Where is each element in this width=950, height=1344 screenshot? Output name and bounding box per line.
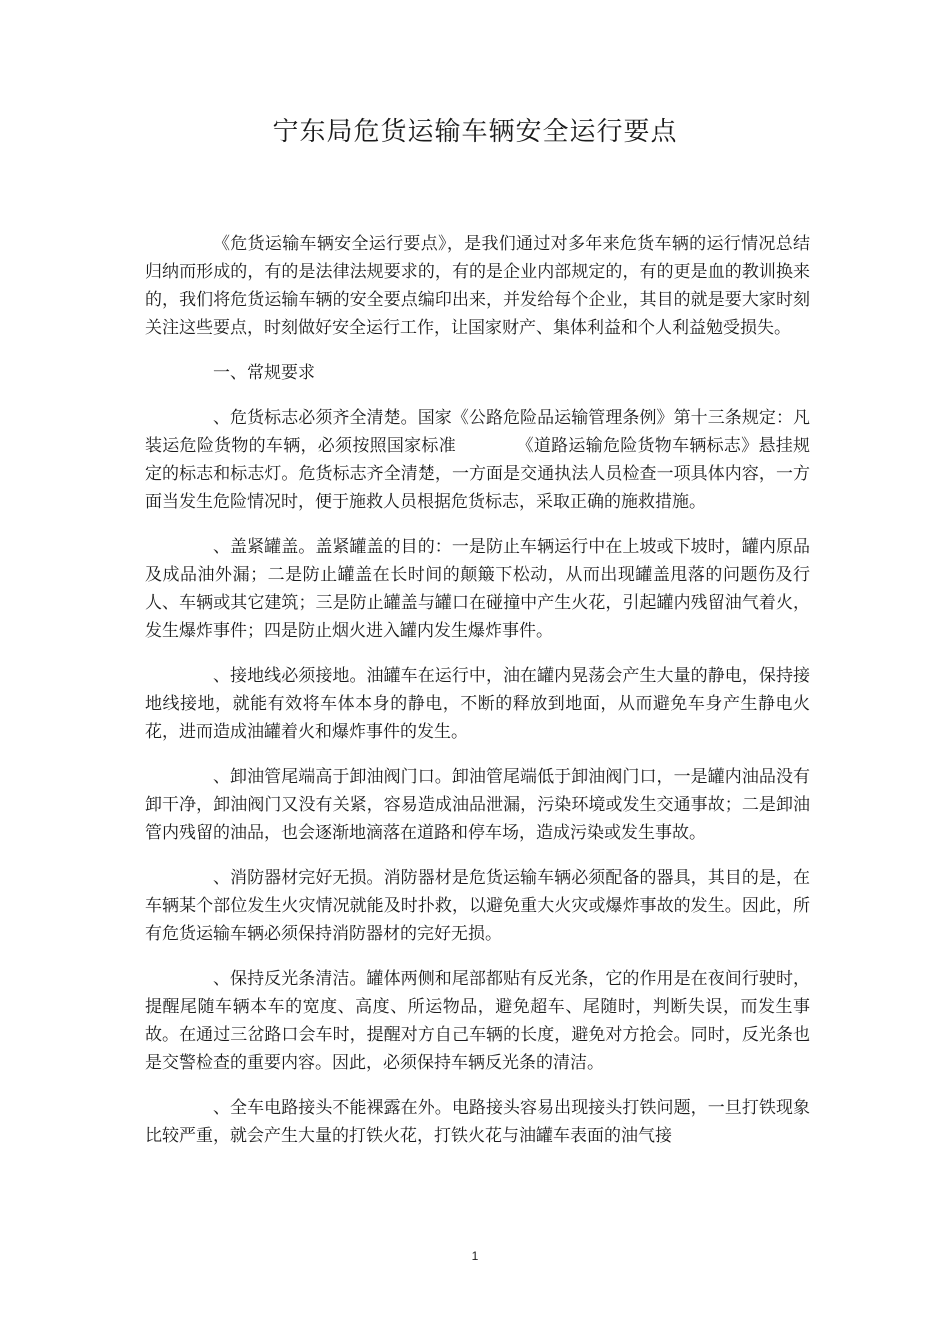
item-paragraph: 、盖紧罐盖。盖紧罐盖的目的：一是防止车辆运行中在上坡或下坡时，罐内原品及成品油外漏；二是防止罐盖在长时间的颠簸下松动，从而出现罐盖甩落的问题伤及行人、车辆或其它建筑；三是防止罐盖与罐口在碰撞中产生火花，引起罐内残留油气着火，发生爆炸事件；四是防止烟火进入罐内发生爆炸事件。 — [145, 537, 810, 641]
page-number: 1 — [471, 1249, 479, 1263]
item-paragraph: 、接地线必须接地。油罐车在运行中，油在罐内晃荡会产生大量的静电，保持接地线接地，就能有效将车体本身的静电，不断的释放到地面，从而避免车身产生静电火花，进而造成油罐着火和爆炸事件的发生。 — [145, 666, 810, 742]
item-paragraph: 、消防器材完好无损。消防器材是危货运输车辆必须配备的器具，其目的是，在车辆某个部位发生火灾情况就能及时扑救，以避免重大火灾或爆炸事故的发生。因此，所有危货运输车辆必须保持消防器材的完好无损。 — [145, 868, 810, 944]
item-paragraph: 、卸油管尾端高于卸油阀门口。卸油管尾端低于卸油阀门口，一是罐内油品没有卸干净，卸油阀门又没有关紧，容易造成油品泄漏，污染环境或发生交通事故；二是卸油管内残留的油品，也会逐渐地滴落在道路和停车场，造成污染或发生事故。 — [145, 767, 810, 843]
intro-paragraph: 《危货运输车辆安全运行要点》，是我们通过对多年来危货车辆的运行情况总结归纳而形成的，有的是法律法规要求的，有的是企业内部规定的，有的更是血的教训换来的，我们将危货运输车辆的安全要点编印出来，并发给每个企业，其目的就是要大家时刻关注这些要点，时刻做好安全运行工作，让国家财产、集体利益和个人利益勉受损失。 — [145, 234, 810, 338]
item-paragraph: 、保持反光条清洁。罐体两侧和尾部都贴有反光条，它的作用是在夜间行驶时，提醒尾随车辆本车的宽度、高度、所运物品，避免超车、尾随时，判断失误，而发生事故。在通过三岔路口会车时，提醒对方自己车辆的长度，避免对方抢会。同时，反光条也是交警检查的重要内容。因此，必须保持车辆反光条的清洁。 — [145, 969, 810, 1073]
document-title: 宁东局危货运输车辆安全运行要点 — [272, 117, 678, 147]
section-heading: 一、常规要求 — [213, 363, 315, 383]
item-paragraph: 、危货标志必须齐全清楚。国家《公路危险品运输管理条例》第十三条规定：凡装运危险货物的车辆，必须按照国家标准 《道路运输危险货物车辆标志》悬挂规定的标志和标志灯。危货标志齐全清楚，一方面是交通执法人员检查一项具体内容，一方面当发生危险情况时，便于施救人员根据危货标志，采取正确的施救措施。 — [145, 408, 810, 512]
item-paragraph: 、全车电路接头不能裸露在外。电路接头容易出现接头打铁问题，一旦打铁现象比较严重，就会产生大量的打铁火花，打铁火花与油罐车表面的油气接 — [145, 1098, 810, 1146]
document-body — [145, 230, 810, 1167]
